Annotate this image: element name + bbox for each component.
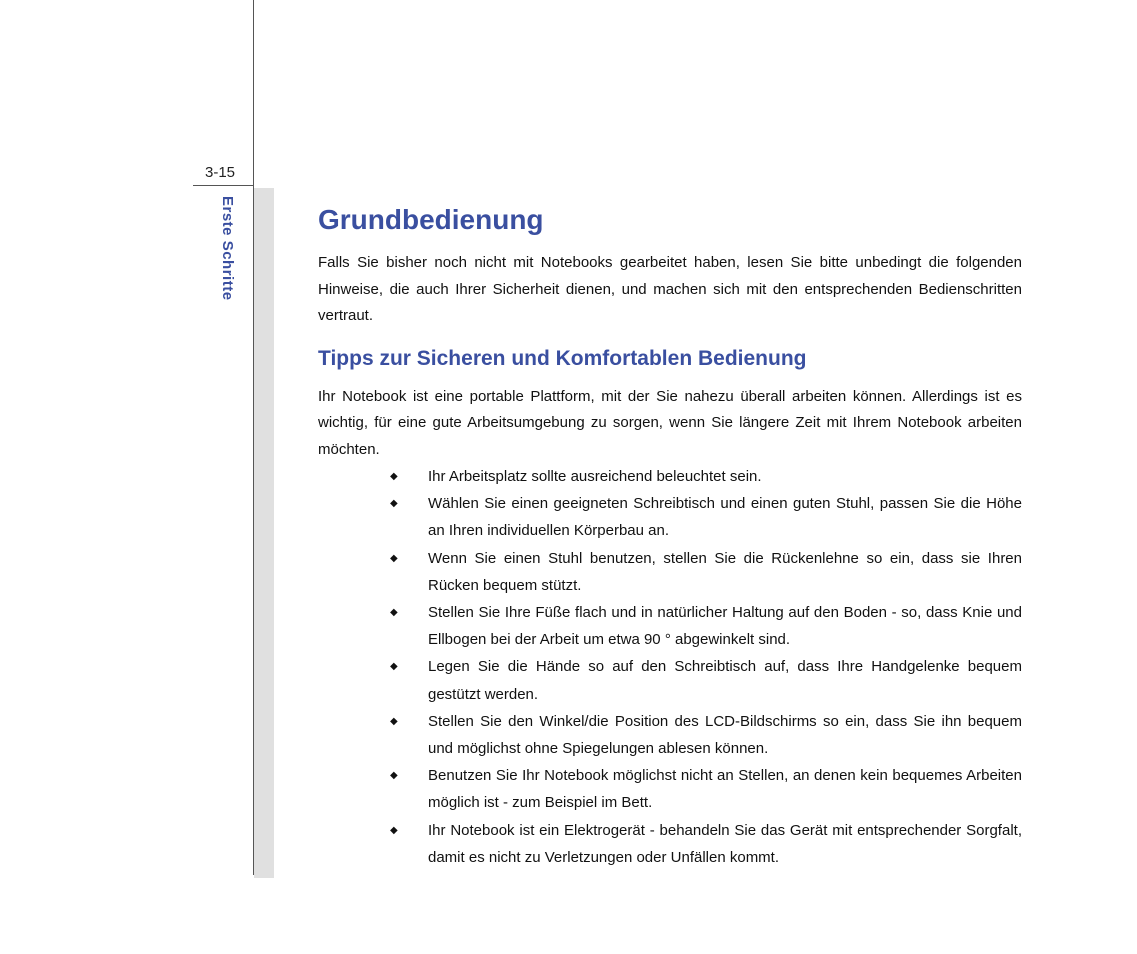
list-item <box>318 599 1022 653</box>
list-item <box>318 490 1022 544</box>
list-item <box>318 653 1022 707</box>
list-item <box>318 463 1022 490</box>
tips-list <box>318 463 1022 871</box>
list-item <box>318 545 1022 599</box>
intro-paragraph: Falls Sie bisher noch nicht mit Notebooks gearbeitet haben, lesen Sie bitte unbedingt die folgenden Hinweise, die auch Ihrer Sicherheit dienen, und machen sich mit den entsprechenden Bedienschritten vertraut. <box>318 254 1022 324</box>
list-item <box>318 762 1022 816</box>
list-item-text: Benutzen Sie Ihr Notebook möglichst nicht an Stellen, an denen kein bequemes Arbeiten möglich ist - zum Beispiel im Bett. <box>428 767 1022 812</box>
page-number-rule <box>193 185 253 186</box>
list-item-text: Stellen Sie den Winkel/die Position des LCD-Bildschirms so ein, dass Sie ihn bequem und möglichst ohne Spiegelungen ablesen können. <box>428 712 1022 758</box>
list-item-text: Wählen Sie einen geeigneten Schreibtisch und einen guten Stuhl, passen Sie die Höhe an Ihren individuellen Körperbau an. <box>428 495 1022 540</box>
section-side-title: Erste Schritte <box>219 196 236 301</box>
bullet-diamond-icon: ◆ <box>390 824 398 836</box>
page-title: Grundbedienung <box>318 204 544 235</box>
bullet-diamond-icon: ◆ <box>390 607 398 619</box>
section-subtitle: Tipps zur Sicheren und Komfortablen Bedienung <box>318 346 807 370</box>
list-item-text: Legen Sie die Hände so auf den Schreibtisch auf, dass Ihre Handgelenke bequem gestützt werden. <box>428 658 1022 703</box>
bullet-diamond-icon: ◆ <box>390 498 398 510</box>
bullet-diamond-icon: ◆ <box>390 715 398 727</box>
list-item-text: Ihr Notebook ist ein Elektrogerät - behandeln Sie das Gerät mit entsprechender Sorgfalt, damit es nicht zu Verletzungen oder Unfällen kommt. <box>428 821 1022 866</box>
list-item <box>318 708 1022 762</box>
bullet-diamond-icon: ◆ <box>390 661 398 673</box>
margin-gray-band <box>254 188 274 878</box>
list-item-text: Ihr Arbeitsplatz sollte ausreichend beleuchtet sein. <box>428 468 762 485</box>
bullet-diamond-icon: ◆ <box>390 552 398 564</box>
main-content <box>318 200 1022 871</box>
page-number: 3-15 <box>205 164 236 181</box>
bullet-diamond-icon: ◆ <box>390 770 398 782</box>
list-item-text: Wenn Sie einen Stuhl benutzen, stellen Sie die Rückenlehne so ein, dass sie Ihren Rücken bequem stützt. <box>428 549 1022 594</box>
body-paragraph: Ihr Notebook ist eine portable Plattform, mit der Sie nahezu überall arbeiten können. Allerdings ist es wichtig, für eine gute Arbeitsumgebung zu sorgen, wenn Sie längere Zeit mit Ihrem Notebook arbeiten möchten. <box>318 387 1022 458</box>
list-item-text: Stellen Sie Ihre Füße flach und in natürlicher Haltung auf den Boden - so, dass Knie und Ellbogen bei der Arbeit um etwa 90 ° abgewinkelt sind. <box>428 604 1022 649</box>
bullet-diamond-icon: ◆ <box>390 471 398 482</box>
list-item <box>318 817 1022 871</box>
